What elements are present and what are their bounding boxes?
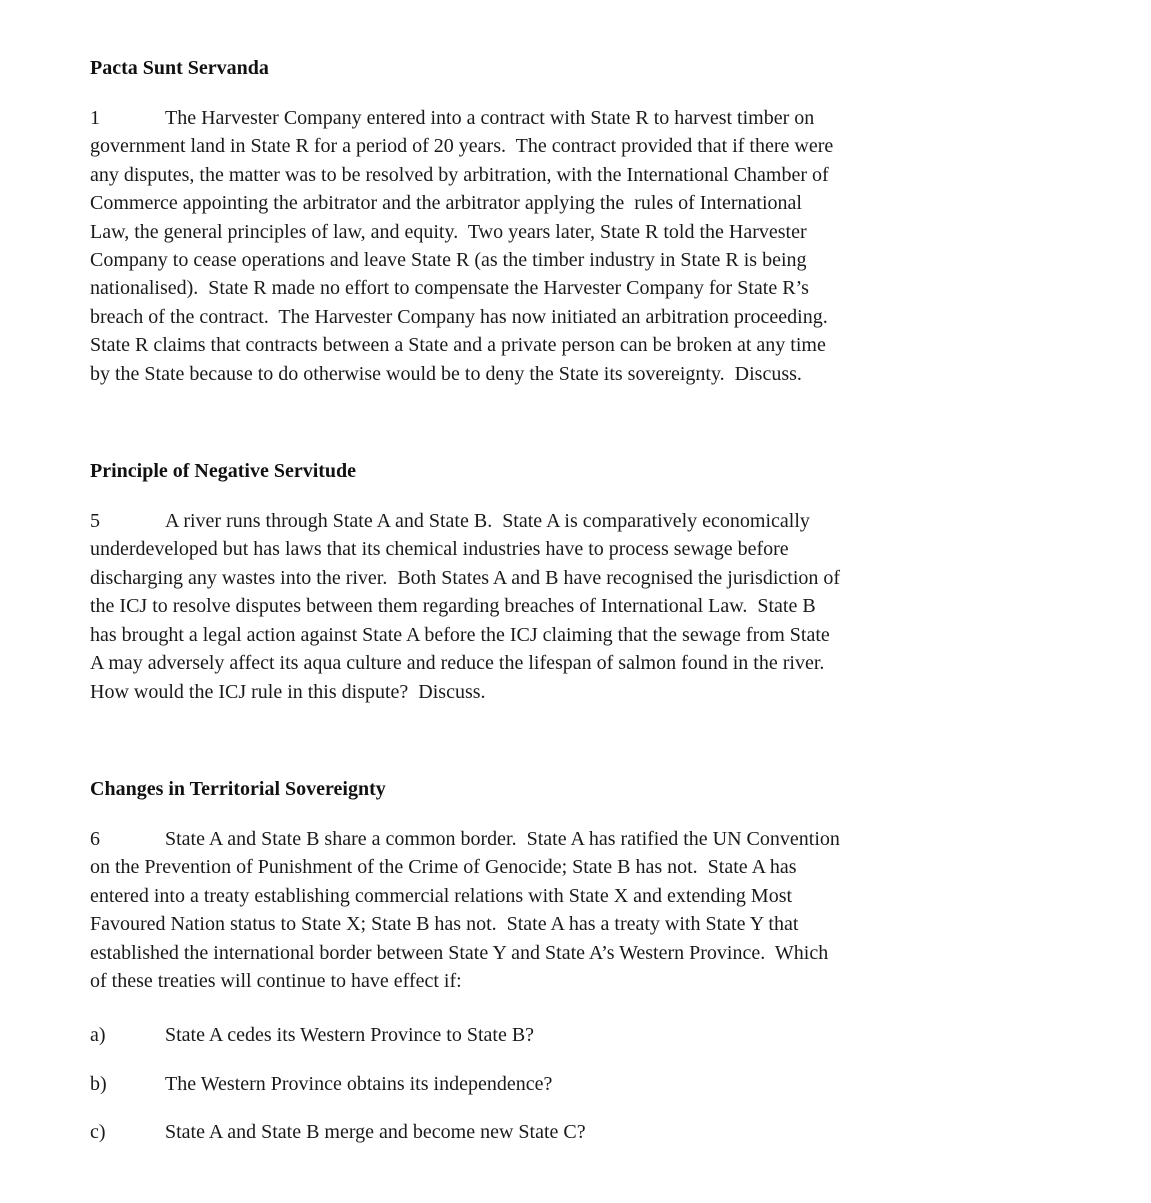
paragraph-line: How would the ICJ rule in this dispute? Discuss. bbox=[90, 680, 486, 703]
subquestion-text: The Western Province obtains its independence? bbox=[165, 1072, 553, 1095]
subquestion-text: State A cedes its Western Province to State B? bbox=[165, 1024, 535, 1047]
subquestion-marker: c) bbox=[90, 1121, 106, 1144]
paragraph-line: Commerce appointing the arbitrator and the arbitrator applying the rules of International bbox=[90, 192, 802, 215]
question-paragraph bbox=[90, 507, 1051, 706]
paragraph-line: of these treaties will continue to have effect if: bbox=[90, 969, 462, 992]
paragraph-line: established the international border between State Y and State A’s Western Province. Which bbox=[90, 941, 829, 964]
paragraph-line: nationalised). State R made no effort to compensate the Harvester Company for State R’s bbox=[90, 277, 809, 300]
question-number: 6 bbox=[90, 827, 100, 850]
question-number: 5 bbox=[90, 510, 100, 533]
question-paragraph bbox=[90, 104, 1051, 388]
section-pacta-sunt-servanda bbox=[90, 54, 1051, 388]
paragraph-line: breach of the contract. The Harvester Company has now initiated an arbitration proceeding. bbox=[90, 305, 828, 328]
question-paragraph bbox=[90, 825, 1051, 995]
paragraph-line: has brought a legal action against State A before the ICJ claiming that the sewage from State bbox=[90, 623, 830, 646]
paragraph-line bbox=[90, 104, 1051, 132]
section-heading: Changes in Territorial Sovereignty bbox=[90, 777, 386, 800]
section-heading: Principle of Negative Servitude bbox=[90, 460, 357, 483]
paragraph-line: government land in State R for a period of 20 years. The contract provided that if there were bbox=[90, 135, 834, 158]
paragraph-line: Favoured Nation status to State X; State B has not. State A has a treaty with State Y that bbox=[90, 913, 799, 936]
subquestion-marker: b) bbox=[90, 1072, 107, 1095]
section-negative-servitude bbox=[90, 457, 1051, 706]
paragraph-line: Company to cease operations and leave State R (as the timber industry in State R is being bbox=[90, 249, 807, 272]
section-heading: Pacta Sunt Servanda bbox=[90, 57, 269, 79]
subquestion-item bbox=[90, 1070, 1051, 1098]
paragraph-line: entered into a treaty establishing commercial relations with State X and extending Most bbox=[90, 884, 793, 907]
paragraph-line: by the State because to do otherwise would be to deny the State its sovereignty. Discuss. bbox=[90, 362, 802, 385]
subquestion-item bbox=[90, 1118, 1051, 1146]
paragraph-line bbox=[90, 825, 1051, 853]
subquestion-list bbox=[90, 1021, 1051, 1146]
paragraph-line bbox=[90, 507, 1051, 535]
subquestion-text: State A and State B merge and become new State C? bbox=[165, 1121, 586, 1144]
paragraph-line: Law, the general principles of law, and equity. Two years later, State R told the Harvester bbox=[90, 220, 807, 243]
paragraph-line: on the Prevention of Punishment of the Crime of Genocide; State B has not. State A has bbox=[90, 856, 797, 879]
paragraph-line: the ICJ to resolve disputes between them regarding breaches of International Law. State B bbox=[90, 595, 816, 618]
paragraph-text: The Harvester Company entered into a contract with State R to harvest timber on bbox=[165, 107, 815, 129]
paragraph-line: discharging any wastes into the river. Both States A and B have recognised the jurisdiction of bbox=[90, 566, 841, 589]
subquestion-item bbox=[90, 1021, 1051, 1049]
question-number: 1 bbox=[90, 107, 100, 129]
paragraph-line: A may adversely affect its aqua culture and reduce the lifespan of salmon found in the river. bbox=[90, 652, 825, 675]
paragraph-text: State A and State B share a common border. State A has ratified the UN Convention bbox=[165, 827, 840, 850]
subquestion-marker: a) bbox=[90, 1024, 106, 1047]
section-territorial-sovereignty bbox=[90, 775, 1051, 1147]
paragraph-line: State R claims that contracts between a State and a private person can be broken at any time bbox=[90, 334, 826, 357]
paragraph-line: underdeveloped but has laws that its chemical industries have to process sewage before bbox=[90, 538, 789, 561]
paragraph-text: A river runs through State A and State B. State A is comparatively economically bbox=[165, 510, 810, 533]
paragraph-line: any disputes, the matter was to be resolved by arbitration, with the International Chamber of bbox=[90, 163, 829, 186]
